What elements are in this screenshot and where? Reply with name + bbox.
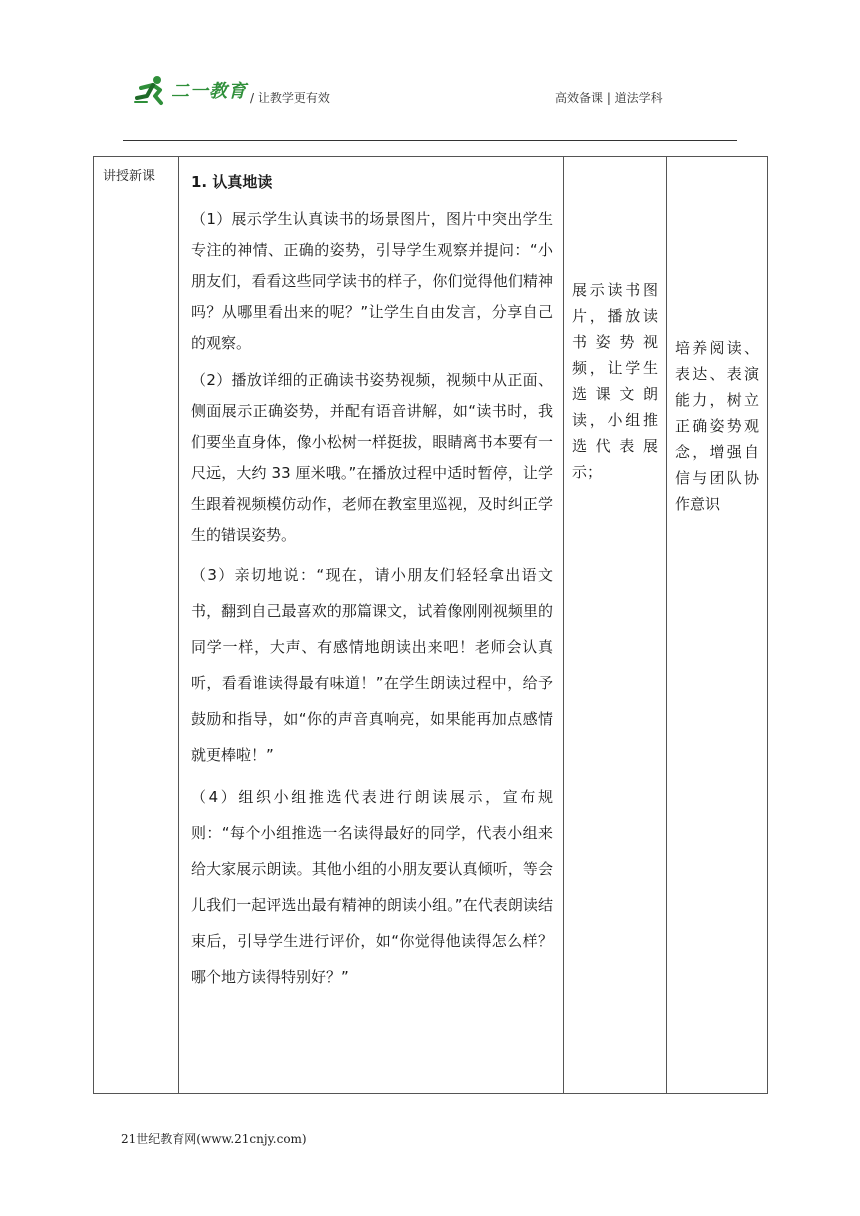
lesson-table-container: [93, 156, 768, 1094]
header-subject: 高效备课 | 道法学科: [555, 91, 663, 105]
stage-cell: [94, 157, 179, 1094]
paragraph-3: （3）亲切地说：“现在，请小朋友们轻轻拿出语文书，翻到自己最喜欢的那篇课文，试着像刚刚视频里的同学一样，大声、有感情地朗读出来吧！老师会认真听，看看谁读得最有味道！”在学生朗读过程中，给予鼓励和指导，如“你的声音真响亮，如果能再加点感情就更棒啦！”: [191, 566, 553, 764]
table-row: [94, 157, 768, 1094]
content-cell: [179, 157, 564, 1094]
purpose-cell: [667, 157, 768, 1094]
paragraph-4: （4）组织小组推选代表进行朗读展示，宣布规则：“每个小组推选一名读得最好的同学，代表小组来给大家展示朗读。其他小组的小朋友要认真倾听，等会儿我们一起评选出最有精神的朗读小组。”在代表朗读结束后，引导学生进行评价，如“你觉得他读得怎么样？哪个地方读得特别好？”: [191, 788, 553, 986]
logo-text: 二一教育: [171, 81, 247, 102]
paragraph-2: （2）播放详细的正确读书姿势视频，视频中从正面、侧面展示正确姿势，并配有语音讲解，如“读书时，我们要坐直身体，像小松树一样挺拔，眼睛离书本要有一尺远，大约 33 厘米哦。”在播放过程中适时暂停，让学生跟着视频模仿动作，老师在教室里巡视，及时纠正学生的错误姿势。: [191, 371, 553, 544]
header-divider: [123, 140, 737, 141]
logo: [133, 74, 247, 106]
lesson-table: [93, 156, 768, 1094]
activity-cell: [564, 157, 667, 1094]
runner-logo-icon: [133, 74, 169, 106]
purpose-text: 培养阅读、表达、表演能力，树立正确姿势观念，增强自信与团队协作意识: [675, 339, 759, 513]
section-title: 1. 认真地读: [191, 173, 273, 191]
stage-label: 讲授新课: [103, 169, 156, 184]
page-footer: 21世纪教育网(www.21cnjy.com): [121, 1132, 307, 1146]
activity-text: 展示读书图片，播放读书姿势视频，让学生选课文朗读，小组推选代表展示；: [572, 281, 658, 481]
paragraph-1: （1）展示学生认真读书的场景图片，图片中突出学生专注的神情、正确的姿势，引导学生观察并提问：“小朋友们，看看这些同学读书的样子，你们觉得他们精神吗？从哪里看出来的呢？”让学生自由发言，分享自己的观察。: [191, 210, 553, 352]
header-slogan: / 让教学更有效: [250, 91, 330, 105]
page-header: [0, 0, 860, 145]
